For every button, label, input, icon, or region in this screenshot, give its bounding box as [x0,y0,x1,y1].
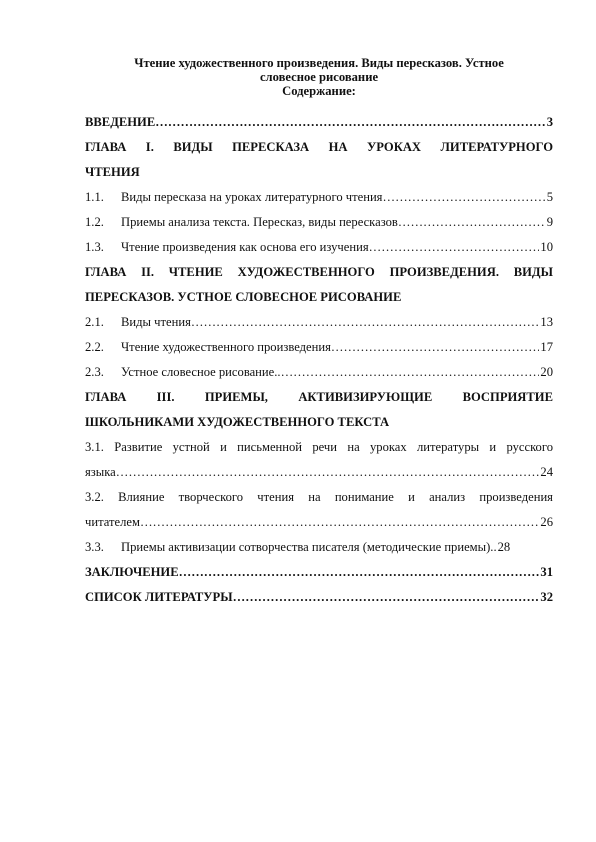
toc-chapter2-line1 [85,260,553,285]
toc-entry-intro [85,110,553,135]
toc-word: ГЛАВА [85,140,127,154]
toc-page-number: 32 [540,590,553,604]
toc-word: Развитие [114,440,163,454]
toc-word: и [489,440,497,454]
toc-entry-text: Приемы активизации сотворчества писателя (методические приемы).. [121,540,497,554]
toc-leader-dots [369,235,540,260]
toc-entry-1-1 [85,185,553,210]
toc-entry-text: Чтение художественного произведения [121,340,331,354]
toc-word: чтения [257,490,294,504]
toc-word: понимание [334,490,394,504]
toc-entry-3-1-line2 [85,460,553,485]
toc-word: ПЕРЕСКАЗА [232,140,310,154]
toc-word: ВОСПРИЯТИЕ [462,390,553,404]
contents-heading: Содержание: [282,84,356,98]
toc-entry-text: СПИСОК ЛИТЕРАТУРЫ [85,590,233,604]
toc-section-number: 3.1. [85,440,104,454]
toc-entry-conclusion [85,560,553,585]
toc-entry-2-1 [85,310,553,335]
toc-section-number: 3.3. [85,540,104,554]
toc-word: I. [145,140,154,154]
toc-word: анализ [429,490,466,504]
toc-leader-dots [382,185,545,210]
toc-entry-text: ПЕРЕСКАЗОВ. УСТНОЕ СЛОВЕСНОЕ РИСОВАНИЕ [85,290,402,304]
toc-section-number: 2.2. [85,340,104,354]
toc-word: Влияние [118,490,165,504]
toc-entry-2-2 [85,335,553,360]
toc-word: ХУДОЖЕСТВЕННОГО [237,265,375,279]
toc-page-number: 3 [546,115,553,129]
toc-leader-dots [155,110,545,135]
document-title [85,56,553,98]
toc-chapter3-line1 [85,385,553,410]
toc-entry-text: Устное словесное рисование.. [121,365,281,379]
toc-section-number: 1.1. [85,190,104,204]
toc-word: на [308,490,321,504]
toc-section-number: 1.3. [85,240,104,254]
toc-word: II. [141,265,155,279]
toc-entry-text: ЗАКЛЮЧЕНИЕ [85,565,179,579]
toc-entry-text: языка [85,465,116,479]
toc-word: литературы [417,440,480,454]
toc-entry-text: Виды чтения [121,315,191,329]
toc-word: ГЛАВА [85,390,127,404]
toc-word: и [220,440,227,454]
toc-word: на [347,440,360,454]
toc-word: ПРОИЗВЕДЕНИЯ. [389,265,499,279]
toc-entry-1-3 [85,235,553,260]
toc-entry-3-1-line1 [85,435,553,460]
toc-word: УРОКАХ [367,140,422,154]
toc-section-number: 1.2. [85,215,104,229]
toc-word: ЧТЕНИЕ [168,265,223,279]
toc-entry-3-2-line1 [85,485,553,510]
toc-word: и [408,490,415,504]
toc-section-number: 2.1. [85,315,104,329]
toc-leader-dots [233,585,540,610]
toc-section-number: 3.2. [85,490,104,504]
toc-leader-dots [179,560,540,585]
toc-page-number: 13 [540,315,553,329]
toc-word: устной [172,440,210,454]
toc-word: письменной [237,440,303,454]
document-page [85,56,553,610]
toc-word: АКТИВИЗИРУЮЩИЕ [298,390,433,404]
toc-entry-bibliography [85,585,553,610]
toc-word: ГЛАВА [85,265,127,279]
toc-page-number: 24 [540,465,553,479]
toc-chapter3-line2 [85,410,553,435]
toc-word: ЛИТЕРАТУРНОГО [440,140,553,154]
toc-entry-3-2-line2 [85,510,553,535]
toc-word: произведения [479,490,553,504]
toc-leader-dots [140,510,539,535]
toc-entry-1-2 [85,210,553,235]
toc-word: речи [312,440,338,454]
toc-section-number: 2.3. [85,365,104,379]
toc-word: творческого [178,490,244,504]
title-line-1: Чтение художественного произведения. Виды пересказов. Устное [134,56,504,70]
toc-leader-dots [398,210,546,235]
toc-word: уроках [369,440,407,454]
toc-chapter1-line1 [85,135,553,160]
toc-page-number: 5 [546,190,553,204]
toc-entry-text: ВВЕДЕНИЕ [85,115,156,129]
toc-word: ВИДЫ [173,140,213,154]
title-line-2: словесное рисование [259,70,379,84]
toc-entry-text: ШКОЛЬНИКАМИ ХУДОЖЕСТВЕННОГО ТЕКСТА [85,415,390,429]
toc-entry-text: Чтение произведения как основа его изучения [121,240,369,254]
toc-word: III. [156,390,175,404]
toc-chapter1-line2 [85,160,553,185]
toc-page-number: 9 [546,215,553,229]
toc-leader-dots [116,460,540,485]
toc-entry-text: ЧТЕНИЯ [85,165,140,179]
toc-entry-text: читателем [85,515,140,529]
toc-entry-text: Виды пересказа на уроках литературного чтения [121,190,383,204]
toc-page-number: 17 [540,340,553,354]
toc-page-number: 28 [497,540,511,554]
toc-chapter2-line2 [85,285,553,310]
toc-entry-text: Приемы анализа текста. Пересказ, виды пересказов [121,215,398,229]
toc-word: русского [506,440,553,454]
toc-page-number: 31 [540,565,553,579]
toc-word: ВИДЫ [513,265,553,279]
toc-leader-dots [281,360,540,385]
toc-leader-dots [331,335,540,360]
toc-leader-dots [191,310,540,335]
toc-entry-3-3 [85,535,553,560]
toc-entry-2-3 [85,360,553,385]
toc-page-number: 20 [540,365,553,379]
toc-page-number: 26 [540,515,553,529]
toc-word: ПРИЕМЫ, [204,390,268,404]
toc-page-number: 10 [540,240,553,254]
toc-word: НА [328,140,348,154]
